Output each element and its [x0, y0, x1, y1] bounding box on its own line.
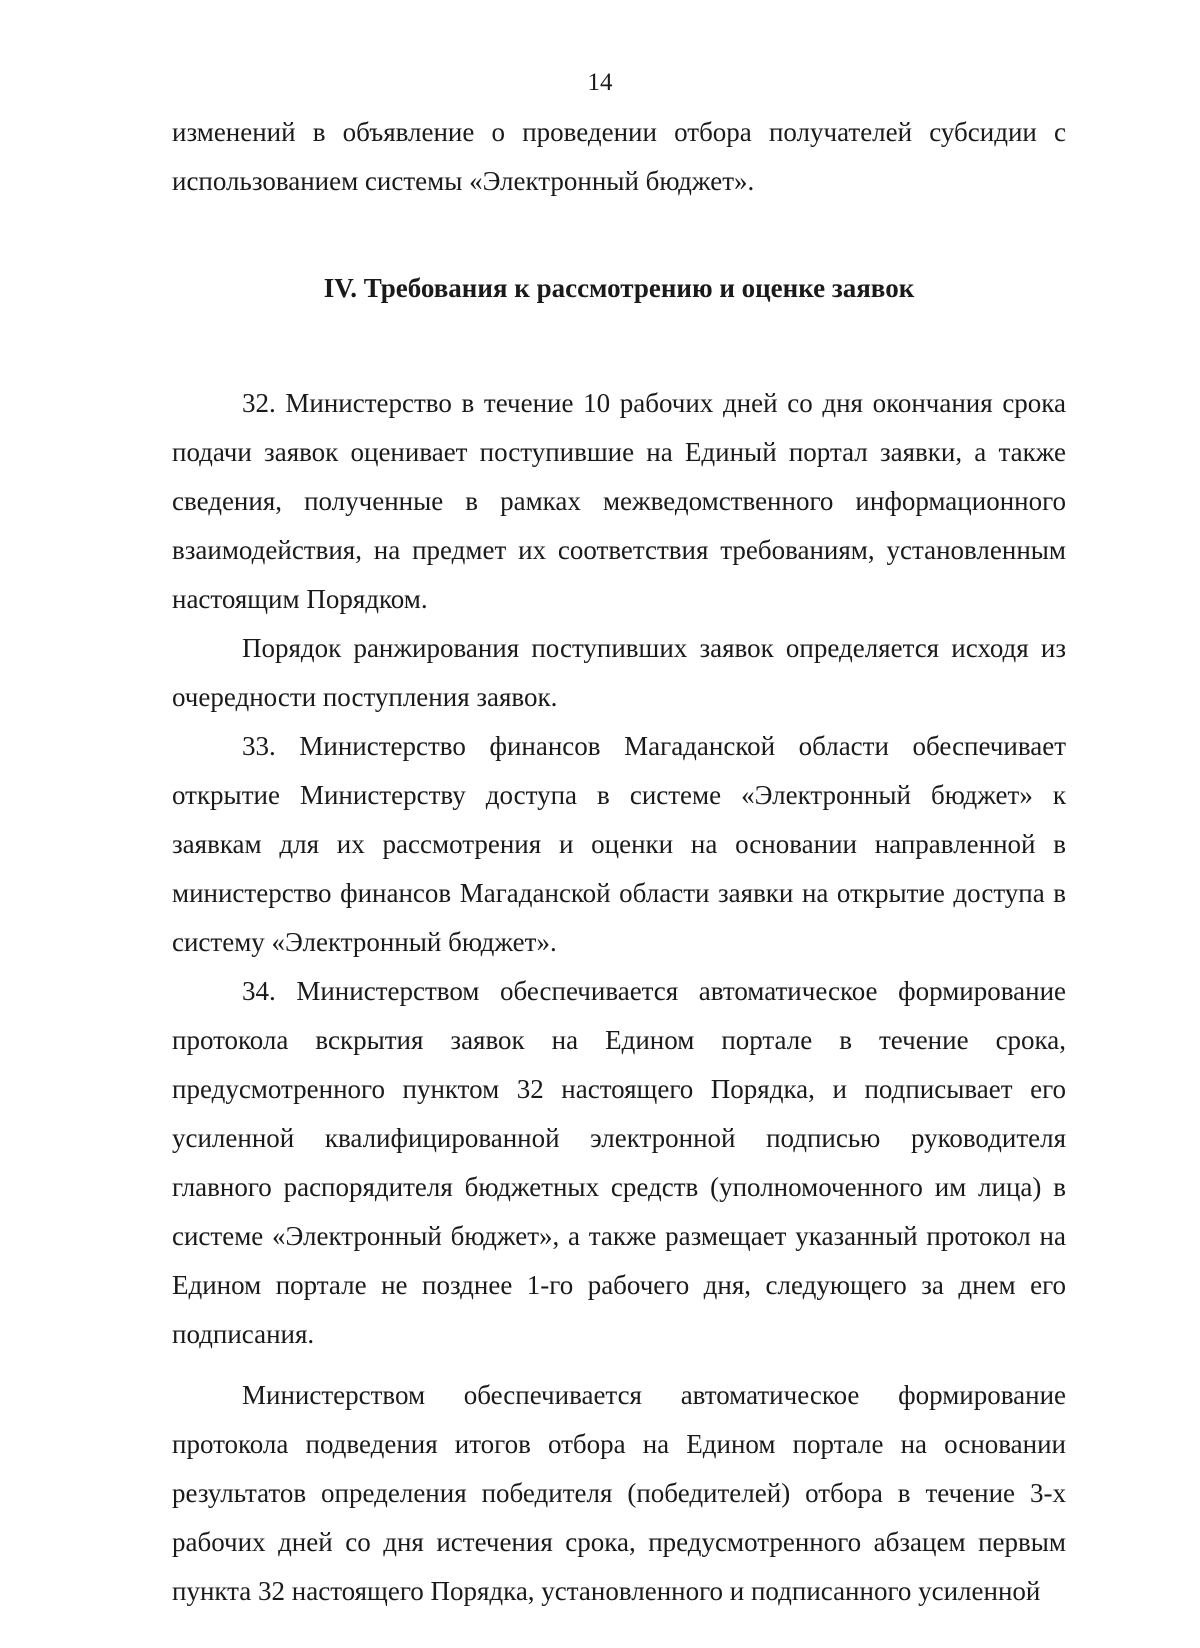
paragraph-32: 32. Министерство в течение 10 рабочих дней со дня окончания срока подачи заявок оценивает поступившие на Единый портал заявки, а также сведения, полученные в рамках межведомственного информационного взаимодействия, на предмет их соответствия требованиям, установленным настоящим Порядком.	[172, 388, 1066, 614]
section-heading: IV. Требования к рассмотрению и оценке заявок	[323, 273, 915, 303]
paragraph-continuation: изменений в объявление о проведении отбора получателей субсидии с использованием системы «Электронный бюджет».	[172, 117, 1066, 196]
paragraph-34-summary: Министерством обеспечивается автоматическое формирование протокола подведения итогов отбора на Едином портале на основании результатов определения победителя (победителей) отбора в течение 3-х рабочих дней со дня истечения срока, предусмотренного абзацем первым пункта 32 настоящего Порядка, установленного и подписанного усиленной	[172, 1380, 1066, 1606]
paragraph-32-ranking: Порядок ранжирования поступивших заявок определяется исходя из очередности поступления заявок.	[172, 633, 1066, 712]
paragraph-34: 34. Министерством обеспечивается автоматическое формирование протокола вскрытия заявок на Едином портале в течение срока, предусмотренного пунктом 32 настоящего Порядка, и подписывает его усиленной квалифицированной электронной подписью руководителя главного распорядителя бюджетных средств (уполномоченного им лица) в системе «Электронный бюджет», а также размещает указанный протокол на Едином портале не позднее 1-го рабочего дня, следующего за днем его подписания.	[172, 976, 1066, 1349]
document-body	[172, 108, 1066, 1616]
paragraph-33: 33. Министерство финансов Магаданской области обеспечивает открытие Министерству доступа в системе «Электронный бюджет» к заявкам для их рассмотрения и оценки на основании направленной в министерство финансов Магаданской области заявки на открытие доступа в систему «Электронный бюджет».	[172, 731, 1066, 957]
page-number: 14	[587, 69, 613, 96]
paragraph-gap	[172, 1359, 1066, 1371]
